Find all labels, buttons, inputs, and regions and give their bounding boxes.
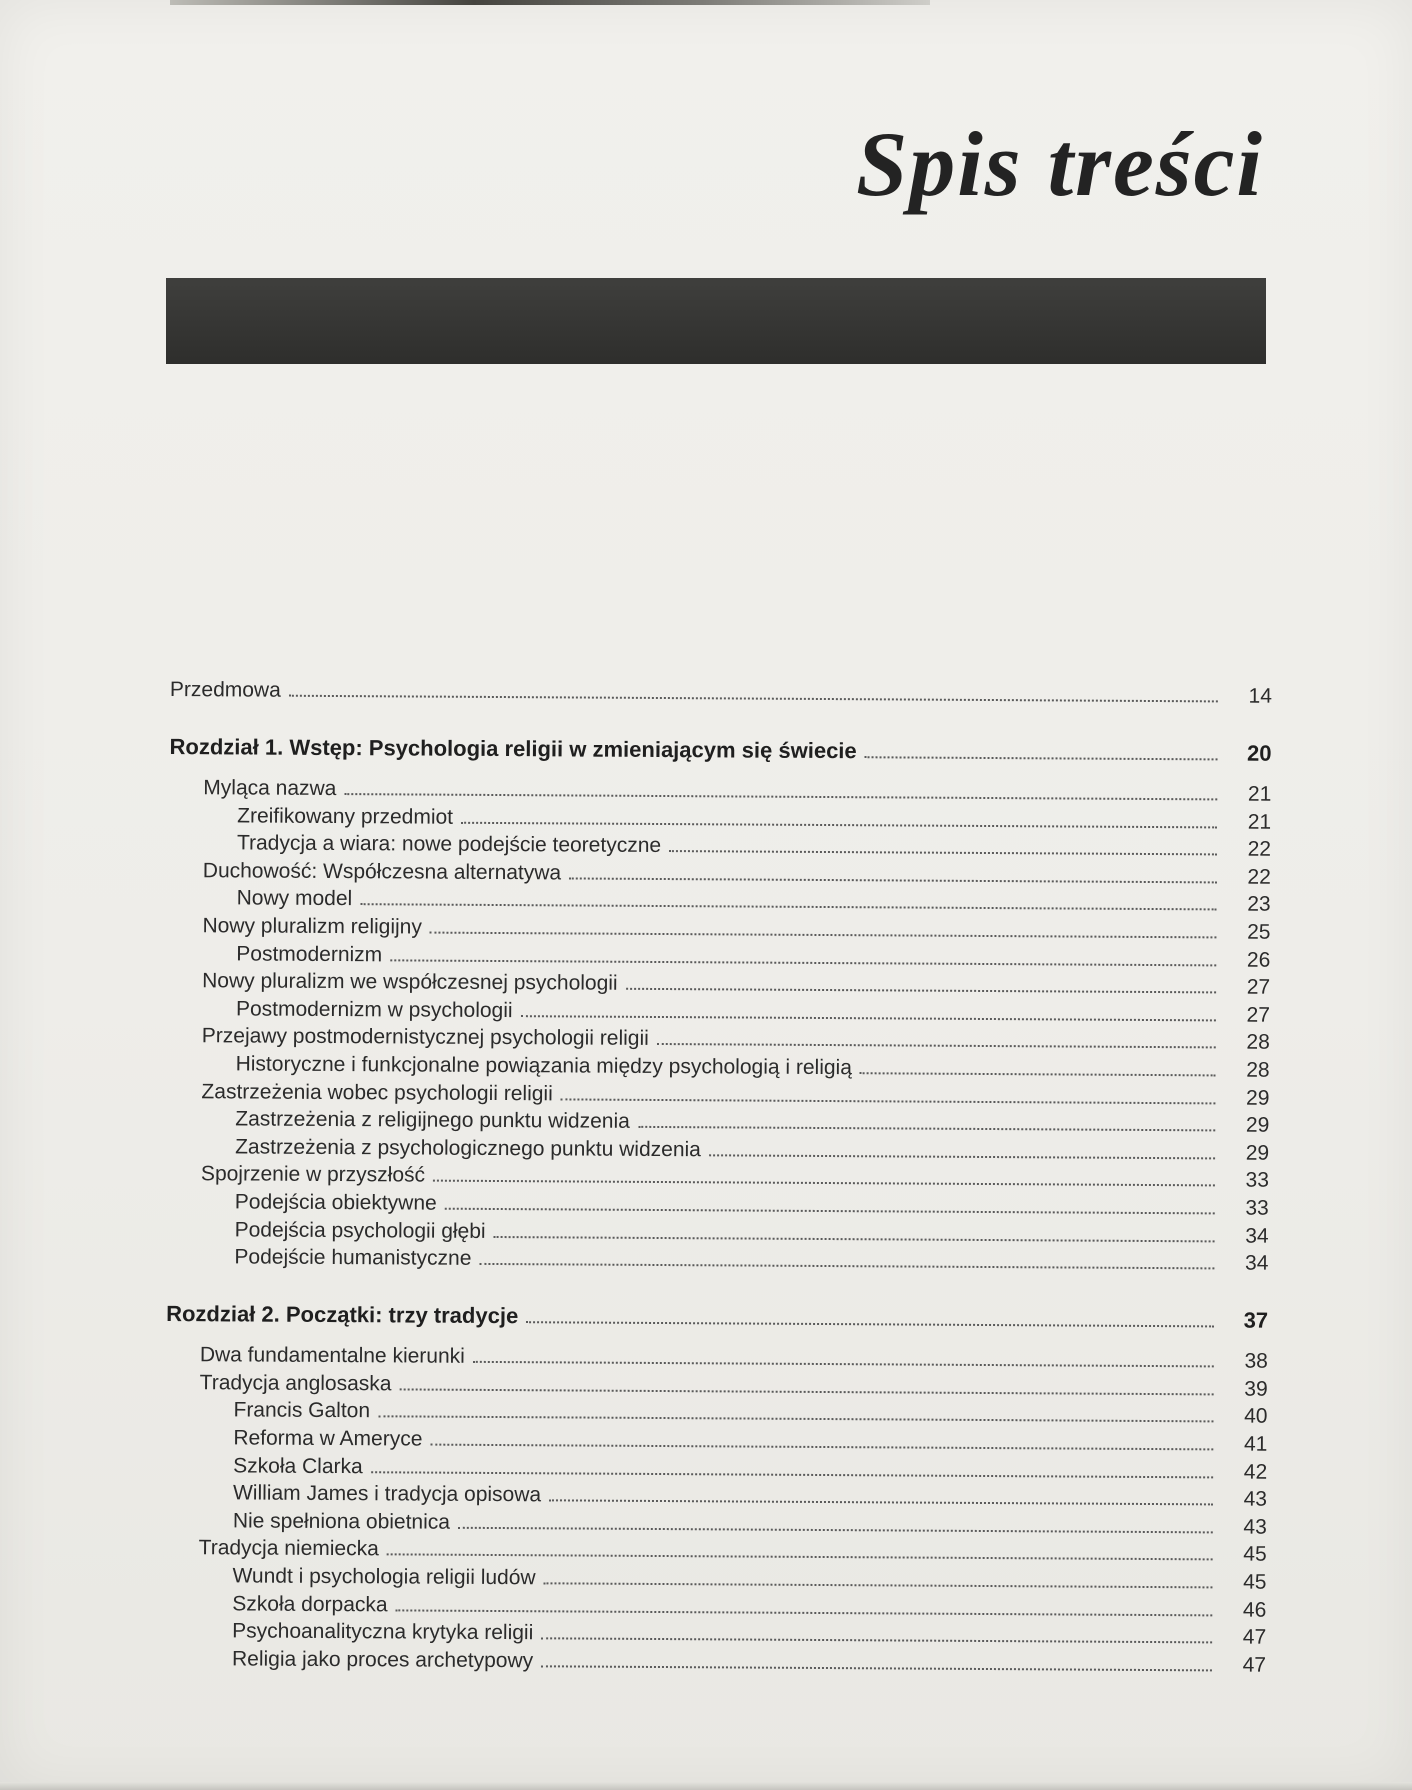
toc-entry-title: Postmodernizm	[236, 942, 383, 966]
toc-dot-leader	[561, 1098, 1216, 1104]
toc-entry-title: Postmodernizm w psychologii	[235, 997, 513, 1022]
toc-entry-title: Szkoła Clarka	[233, 1453, 363, 1478]
toc-entry-title: Przedmowa	[169, 678, 281, 702]
toc-dot-leader	[378, 1416, 1213, 1423]
toc-page-number: 27	[1246, 1003, 1271, 1027]
toc-dot-leader	[709, 1154, 1215, 1159]
toc-dot-leader	[390, 959, 1216, 966]
toc-entry	[235, 1135, 1269, 1167]
toc-page-number: 29	[1246, 1086, 1270, 1110]
toc-page-number: 45	[1243, 1542, 1267, 1567]
toc-entry-title: Psychoanalityczna krytyka religii	[232, 1619, 534, 1645]
toc-page-number: 34	[1245, 1251, 1269, 1275]
toc-entry-title: Rozdział 1. Wstęp: Psychologia religii w zmieniającym się świecie	[169, 733, 857, 764]
toc-entry-title: Zastrzeżenia z religijnego punktu widzenia	[235, 1107, 630, 1134]
toc-entry	[236, 942, 1270, 974]
toc-page-number: 23	[1247, 892, 1271, 917]
toc-dot-leader	[433, 1180, 1215, 1187]
toc-dot-leader	[461, 821, 1217, 828]
toc-page-number: 28	[1246, 1030, 1270, 1055]
toc-entry-title: Zreifikowany przedmiot	[237, 804, 454, 829]
toc-entry	[235, 1190, 1269, 1222]
toc-page-number: 14	[1248, 684, 1272, 708]
toc-entry-title: Francis Galton	[233, 1398, 371, 1423]
toc-entry	[237, 804, 1271, 836]
toc-entry	[232, 1647, 1266, 1679]
toc-entry-title: Nowy pluralizm religijny	[202, 914, 422, 939]
page-title: Spis treści	[856, 113, 1264, 215]
toc-page-number: 45	[1243, 1570, 1267, 1594]
toc-entry-title: Religia jako proces archetypowy	[231, 1647, 534, 1673]
toc-entry	[233, 1426, 1267, 1458]
toc-entry	[233, 1454, 1267, 1486]
toc-entry-title: Myląca nazwa	[203, 776, 337, 801]
toc-page-number: 42	[1243, 1460, 1268, 1484]
toc-dot-leader	[430, 1444, 1213, 1451]
toc-entry-title: William James i tradycja opisowa	[232, 1481, 542, 1507]
toc-dot-leader	[657, 1043, 1216, 1048]
toc-page-number: 43	[1243, 1515, 1267, 1539]
toc-entry-title: Nowy model	[236, 886, 353, 911]
toc-entry	[232, 1592, 1266, 1624]
toc-entry	[232, 1564, 1266, 1596]
toc-dot-leader	[541, 1665, 1212, 1671]
page-top-edge-shadow	[170, 0, 930, 5]
toc-entry-title: Reforma w Ameryce	[233, 1426, 423, 1451]
toc-dot-leader	[430, 932, 1217, 939]
toc-page-number: 47	[1242, 1653, 1267, 1677]
toc-entry	[237, 832, 1271, 864]
toc-entry-title: Tradycja anglosaska	[199, 1370, 392, 1396]
toc-dot-leader	[399, 1388, 1213, 1395]
toc-entry-title: Przejawy postmodernistycznej psychologii religii	[201, 1024, 649, 1051]
toc-page-number: 22	[1247, 865, 1271, 889]
toc-dot-leader	[371, 1471, 1213, 1478]
toc-page-number: 33	[1245, 1168, 1270, 1193]
toc-dot-leader	[396, 1609, 1213, 1616]
toc-entry	[233, 1399, 1267, 1431]
toc-page-number: 27	[1246, 975, 1271, 999]
toc-page-number: 41	[1243, 1432, 1268, 1456]
toc-dot-leader	[344, 793, 1217, 800]
toc-dot-leader	[494, 1236, 1215, 1242]
toc-page-number: 26	[1246, 948, 1271, 972]
toc-dot-leader	[865, 756, 1218, 760]
toc-dot-leader	[549, 1500, 1213, 1506]
toc-entry-title: Spojrzenie w przyszłość	[200, 1162, 426, 1187]
toc-dot-leader	[387, 1554, 1213, 1561]
title-decorative-bar	[166, 278, 1266, 364]
toc-entry-title: Nie spełniona obietnica	[232, 1509, 451, 1534]
toc-entry-title: Duchowość: Współczesna alternatywa	[202, 859, 562, 885]
toc-entry	[234, 1246, 1268, 1278]
toc-page-number: 20	[1247, 740, 1272, 766]
toc-page-number: 40	[1244, 1404, 1268, 1429]
toc-entry	[233, 1509, 1267, 1541]
toc-page-number: 29	[1245, 1141, 1270, 1165]
toc-dot-leader	[569, 877, 1217, 883]
toc-chapter-entry	[169, 734, 1271, 767]
toc-chapter-entry	[166, 1301, 1268, 1334]
toc-dot-leader	[526, 1321, 1214, 1327]
toc-entry-title: Podejścia psychologii głębi	[234, 1217, 486, 1243]
toc-page-number: 21	[1247, 782, 1272, 806]
toc-entry-title: Wundt i psychologia religii ludów	[232, 1564, 536, 1590]
page-bottom-edge	[0, 1782, 1412, 1790]
toc-page-number: 47	[1242, 1625, 1267, 1649]
toc-entry-title: Tradycja niemiecka	[198, 1536, 379, 1561]
toc-dot-leader	[544, 1582, 1213, 1588]
toc-dot-leader	[541, 1637, 1212, 1643]
toc-entry	[232, 1620, 1266, 1652]
toc-page-number: 39	[1244, 1377, 1268, 1401]
toc-entry-title: Rozdział 2. Początki: trzy tradycje	[166, 1301, 519, 1329]
toc-page-number: 38	[1244, 1349, 1268, 1373]
toc-entry-title: Zastrzeżenia z psychologicznego punktu widzenia	[235, 1135, 701, 1162]
toc-entry	[235, 1218, 1269, 1250]
toc-dot-leader	[669, 850, 1217, 855]
toc-page-number: 43	[1243, 1487, 1268, 1511]
toc-page-number: 21	[1247, 810, 1272, 834]
toc-entry-title: Zastrzeżenia wobec psychologii religii	[201, 1079, 553, 1105]
toc-dot-leader	[458, 1527, 1213, 1534]
toc-page-number: 34	[1245, 1224, 1269, 1248]
toc-entry-title: Podejście humanistyczne	[234, 1245, 472, 1271]
toc-entry	[170, 678, 1272, 711]
toc-entry-title: Tradycja a wiara: nowe podejście teoretyczne	[236, 831, 662, 858]
toc-entry	[233, 1482, 1267, 1514]
toc-dot-leader	[860, 1072, 1216, 1076]
toc-dot-leader	[479, 1263, 1214, 1269]
toc-page-number: 37	[1243, 1307, 1269, 1333]
toc-page-number: 29	[1245, 1113, 1270, 1137]
toc-dot-leader	[626, 988, 1217, 994]
toc-dot-leader	[360, 904, 1216, 911]
toc-page-number: 22	[1247, 837, 1272, 861]
toc-entry	[235, 1108, 1269, 1140]
toc-page-number: 33	[1245, 1196, 1269, 1220]
toc-dot-leader	[521, 1015, 1216, 1021]
toc-dot-leader	[473, 1361, 1214, 1368]
table-of-contents	[166, 678, 1272, 1677]
toc-dot-leader	[289, 695, 1218, 703]
toc-entry-title: Nowy pluralizm we współczesnej psychologii	[202, 969, 618, 995]
toc-page-number: 28	[1246, 1058, 1270, 1082]
toc-entry	[236, 997, 1270, 1029]
toc-entry-title: Historyczne i funkcjonalne powiązania między psychologią i religią	[235, 1052, 853, 1080]
toc-dot-leader	[638, 1126, 1215, 1132]
toc-entry-title: Podejścia obiektywne	[234, 1190, 437, 1215]
toc-entry	[237, 887, 1271, 919]
toc-entry-title: Szkoła dorpacka	[232, 1591, 388, 1616]
toc-entry-title: Dwa fundamentalne kierunki	[199, 1343, 465, 1369]
toc-page-number: 25	[1247, 920, 1271, 944]
toc-dot-leader	[445, 1208, 1215, 1215]
toc-entry	[236, 1052, 1270, 1084]
toc-page-number: 46	[1242, 1598, 1267, 1622]
